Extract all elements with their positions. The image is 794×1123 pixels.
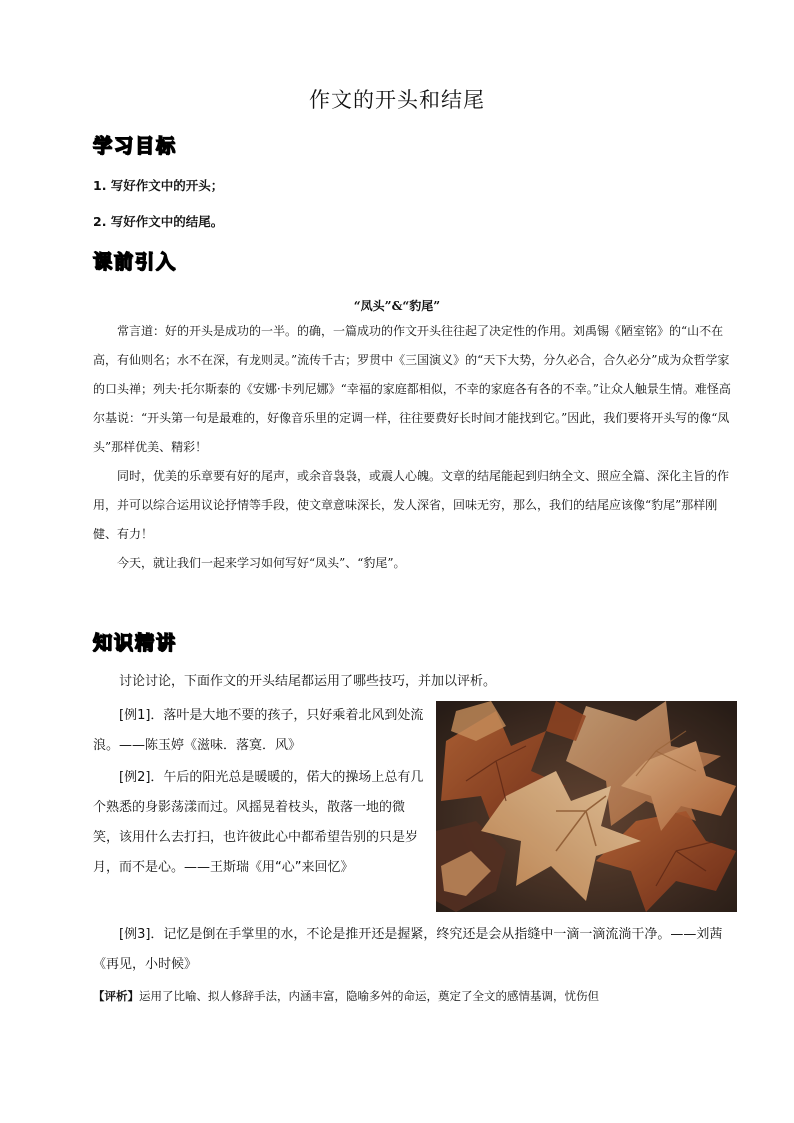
section-heading-intro: 课前引入 — [93, 251, 178, 273]
goal-item-2: 2. 写好作文中的结尾。 — [93, 214, 224, 229]
section-heading-goals: 学习目标 — [93, 135, 178, 157]
example-1: [例1]．落叶是大地不要的孩子，只好乘着北风到处流浪。——陈玉婷《滋味．落寞．风》 — [93, 708, 424, 753]
analysis-label: 【评析】 — [93, 989, 139, 1003]
section-heading-knowledge: 知识精讲 — [93, 632, 178, 654]
intro-paragraph-1: 常言道：好的开头是成功的一半。的确，一篇成功的作文开头往往起了决定性的作用。刘禹锡《陋室铭》的“山不在高，有仙则名；水不在深，有龙则灵。”流传千古；罗贯中《三国演义》的“天下大势，分久必合，合久必分”成为众哲学家的口头禅；列夫·托尔斯泰的《安娜·卡列尼娜》“幸福的家庭都相似，不幸的家庭各有各的不幸。”让众人触景生情。难怪高尔基说：“开头第一句是最难的，好像音乐里的定调一样，往往要费好长时间才能找到它。”因此，我们要将开头写的像“凤头”那样优美、精彩！ — [93, 324, 731, 454]
analysis — [93, 983, 739, 1009]
example-3: [例3]．记忆是倒在手掌里的水，不论是推开还是握紧，终究还是会从指缝中一滴一滴流淌干净。——刘茜《再见，小时候》 — [93, 927, 723, 972]
autumn-leaves-photo — [436, 701, 737, 912]
page-title: 作文的开头和结尾 — [309, 88, 485, 112]
intro-paragraph-2: 同时，优美的乐章要有好的尾声，或余音袅袅，或震人心魄。文章的结尾能起到归纳全文、照应全篇、深化主旨的作用，并可以综合运用议论抒情等手段，使文章意味深长，发人深省，回味无穷，那么，我们的结尾应该像“豹尾”那样刚健、有力！ — [93, 469, 730, 541]
intro-paragraph-3: 今天，就让我们一起来学习如何写好“凤头”、“豹尾”。 — [117, 556, 406, 570]
intro-subheading: “凤头”&“豹尾” — [353, 299, 441, 313]
intro-body — [93, 317, 739, 578]
analysis-text: 运用了比喻、拟人修辞手法，内涵丰富，隐喻多舛的命运，奠定了全文的感情基调，忧伤但 — [139, 989, 599, 1003]
example-2: [例2]．午后的阳光总是暖暖的，偌大的操场上总有几个熟悉的身影荡漾而过。风摇晃着枝头，散落一地的微笑，该用什么去打扫，也许彼此心中都希望告别的只是岁月，而不是心。——王斯瑞《用“心”来回忆》 — [93, 770, 424, 875]
discussion-prompt: 讨论讨论，下面作文的开头结尾都运用了哪些技巧，并加以评析。 — [119, 674, 497, 689]
goal-item-1: 1. 写好作文中的开头； — [93, 178, 224, 193]
